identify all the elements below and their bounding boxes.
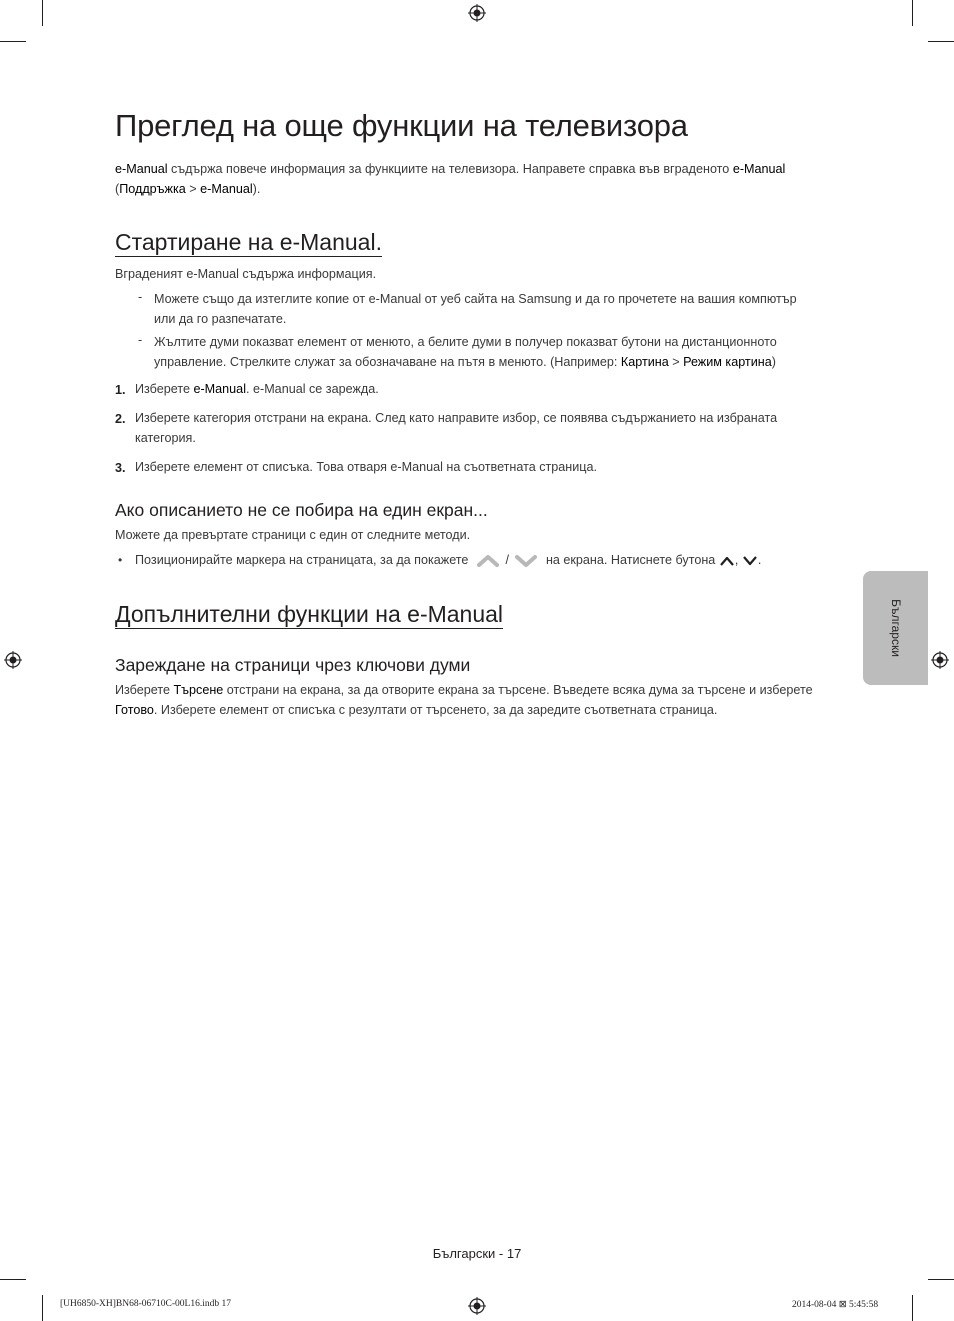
step-text: [135, 409, 777, 448]
crop-mark: [912, 1295, 913, 1321]
note-line: управление. Стрелките служат за обозначаване на пътя в менюто. (Например:: [154, 354, 621, 369]
subsection-heading: Ако описанието не се побира на един екран...: [115, 500, 488, 520]
note-dash: -: [138, 290, 143, 304]
registration-mark-icon: [4, 651, 22, 669]
intro-term: e-Manual: [732, 162, 786, 176]
menu-path-item: e-Manual: [200, 181, 253, 196]
step-line: Изберете категория отстрани на екрана. След като направите избор, се появява съдържанието на избраната: [135, 411, 778, 425]
bullet-text: [135, 551, 761, 571]
intro-text: съдържа повече информация за функциите на телевизора. Направете справка във вграденото: [167, 162, 733, 176]
crop-mark: [928, 41, 954, 42]
note-line: или да го разпечатате.: [154, 311, 287, 326]
note-text: [154, 290, 797, 329]
language-side-tab-label: Български: [888, 599, 903, 657]
menu-path-separator: >: [668, 354, 684, 369]
note-line: Можете също да изтеглите копие от e-Manual от уеб сайта на Samsung и да го прочетете на вашия компютър: [154, 292, 797, 306]
menu-path-item: Търсене: [173, 683, 224, 697]
step-text: [135, 380, 379, 400]
intro-text: (: [115, 181, 120, 196]
bullet-line: Позиционирайте маркера на страницата, за да покажете: [135, 553, 469, 567]
registration-mark-icon: [468, 1297, 486, 1315]
crop-mark: [0, 41, 26, 42]
section-lead: Вграденият e-Manual съдържа информация.: [115, 267, 377, 281]
crop-mark: [42, 1295, 43, 1321]
menu-path-item: Поддръжка: [119, 181, 186, 196]
menu-path-item: Картина: [620, 354, 669, 369]
section-heading: Допълнителни функции на e-Manual: [115, 601, 504, 627]
crop-mark: [0, 1279, 26, 1280]
subsection-lead: Можете да превъртате страници с един от следните методи.: [115, 528, 471, 542]
intro-text: ).: [252, 181, 261, 196]
step-number: 3.: [115, 461, 126, 475]
page-number: Български - 17: [432, 1246, 522, 1261]
menu-path-item: Готово: [115, 702, 154, 717]
note-dash: -: [138, 333, 143, 347]
section-paragraph: [115, 681, 813, 720]
subsection-heading: Зареждане на страници чрез ключови думи: [115, 655, 471, 675]
paragraph-line: отстрани на екрана, за да отворите екрана за търсене. Въведете всяка дума за търсене и изберете: [223, 683, 813, 697]
down-arrow-button-icon: [742, 555, 758, 567]
note-line: ): [771, 354, 776, 369]
crop-mark: [912, 0, 913, 26]
note-text: [154, 333, 777, 372]
bullet: •: [118, 553, 123, 567]
registration-mark-icon: [931, 651, 949, 669]
bullet-line: /: [505, 553, 509, 567]
step-number: 1.: [115, 383, 126, 397]
menu-path-item: e-Manual: [193, 382, 246, 396]
step-text: Изберете елемент от списъка. Това отваря e-Manual на съответната страница.: [135, 460, 598, 474]
section-heading: Стартиране на e-Manual.: [115, 229, 382, 255]
intro-paragraph: [115, 160, 785, 199]
step-line: категория.: [135, 430, 196, 445]
menu-path-separator: >: [185, 181, 201, 196]
paragraph-line: Изберете: [115, 683, 174, 697]
bullet-line: ,: [734, 553, 739, 567]
crop-mark: [42, 0, 43, 26]
print-footer-left: [UH6850-XH]BN68-06710C-00L16.indb 17: [60, 1299, 231, 1309]
paragraph-line: . Изберете елемент от списъка с резултати от търсенето, за да заредите съответната страница.: [153, 702, 718, 717]
registration-mark-icon: [468, 4, 486, 22]
step-number: 2.: [115, 412, 126, 426]
print-footer-right: 2014-08-04 ⊠ 5:45:58: [792, 1300, 879, 1310]
step-line: . e-Manual се зарежда.: [246, 382, 379, 396]
crop-mark: [928, 1279, 954, 1280]
step-line: Изберете: [135, 382, 194, 396]
note-line: Жълтите думи показват елемент от менюто, а белите думи в получер показват бутони на дистанционното: [154, 335, 777, 349]
language-side-tab: [863, 571, 928, 685]
up-arrow-button-icon: [719, 555, 735, 567]
page-title: Преглед на още функции на телевизора: [115, 108, 688, 143]
menu-path-item: Режим картина: [683, 354, 772, 369]
intro-term: e-Manual: [115, 162, 168, 176]
page-down-marker-icon: [514, 553, 538, 569]
page-up-marker-icon: [476, 553, 500, 569]
bullet-line: на екрана. Натиснете бутона: [545, 553, 716, 567]
bullet-line: .: [757, 553, 762, 567]
